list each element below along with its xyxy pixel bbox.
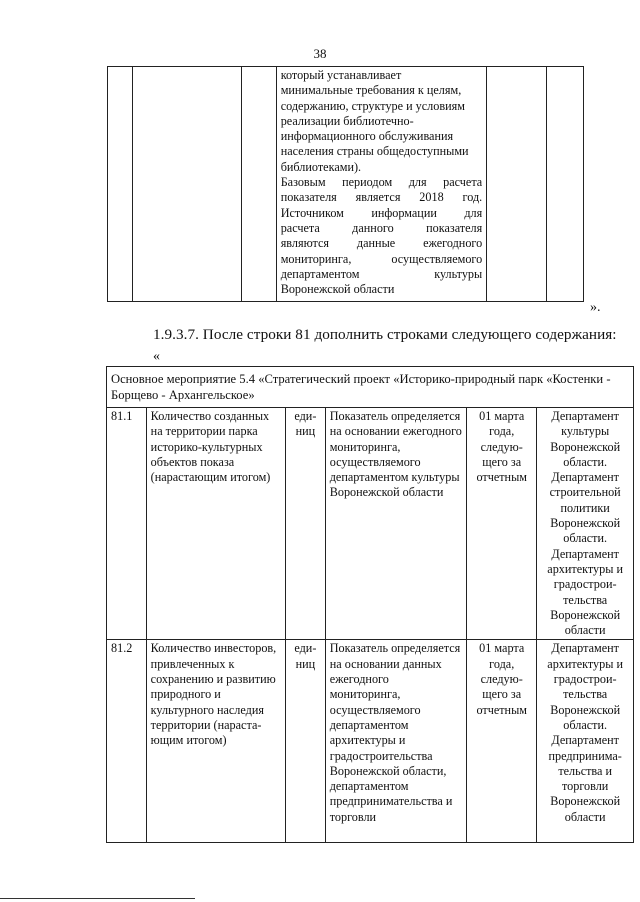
text-line: библиотеками).: [280, 159, 362, 174]
closing-quote: ».: [590, 300, 601, 315]
row-number: 81.2: [107, 640, 147, 843]
text-line: являются данные ежегодного: [280, 236, 483, 251]
text-line: Воронежской области: [280, 282, 395, 297]
amendment-paragraph: 1.9.3.7. После строки 81 дополнить строками следующего содержания:: [153, 326, 617, 343]
calculation-method: Показатель определяется на основании данных ежегодного мониторинга, осуществляемого департаментом архитектуры и градостроительства Воронежской области, департаментом предпринимательства и торговли: [325, 640, 466, 843]
table-row: [107, 640, 634, 843]
indicator-name: Количество созданных на территории парка историко-культурных объектов показа (нарастающим итогом): [146, 408, 285, 640]
reporting-date: 01 марта года, следую-щего за отчетным: [467, 408, 537, 640]
text-line: мониторинга, осуществляемого: [280, 251, 483, 266]
unit-of-measure: еди-ниц: [286, 640, 326, 843]
opening-quote: «: [153, 349, 160, 364]
text-line: департаментом культуры: [280, 266, 483, 281]
text-line: Базовым периодом для расчета: [280, 175, 483, 190]
indicator-description-cell: [276, 67, 487, 302]
text-line: который устанавливает: [280, 68, 402, 82]
responsible-department: Департамент архитектуры и градострои-тельства Воронежской области. Департамент предпринима-тельства и торговли Воронежской области: [537, 640, 634, 843]
table-section-header: Основное мероприятие 5.4 «Стратегический проект «Историко-природный парк «Костенки - Борщево - Архангельское»: [107, 367, 634, 408]
continuation-table: [107, 66, 584, 302]
text-line: реализации библиотечно-: [280, 113, 414, 128]
empty-cell: [132, 67, 241, 302]
row-number: 81.1: [107, 408, 147, 640]
empty-cell: [547, 67, 584, 302]
text-line: информационного обслуживания: [280, 129, 454, 144]
reporting-date: 01 марта года, следую-щего за отчетным: [467, 640, 537, 843]
text-line: Источником информации для: [280, 205, 483, 220]
calculation-method: Показатель определяется на основании ежегодного мониторинга, осуществляемого департаментом культуры Воронежской области: [325, 408, 466, 640]
empty-cell: [241, 67, 276, 302]
text-line: населения страны общедоступными: [280, 144, 469, 159]
footnote-separator: [0, 898, 195, 899]
empty-cell: [108, 67, 133, 302]
text-line: минимальные требования к целям,: [280, 83, 462, 98]
text-line: содержанию, структуре и условиям: [280, 98, 465, 113]
indicators-table: [106, 366, 634, 843]
table-row: [107, 408, 634, 640]
indicator-name: Количество инвесторов, привлеченных к сохранению и развитию природного и культурного наследия территории (нараста-ющим итогом): [146, 640, 285, 843]
empty-cell: [487, 67, 547, 302]
text-line: расчета данного показателя: [280, 220, 483, 235]
responsible-department: Департамент культуры Воронежской области. Департамент строительной политики Воронежской области. Департамент архитектуры и градострои-тельства Воронежской области: [537, 408, 634, 640]
text-line: показателя является 2018 год.: [280, 190, 483, 205]
unit-of-measure: еди-ниц: [286, 408, 326, 640]
page-number: 38: [313, 46, 327, 61]
